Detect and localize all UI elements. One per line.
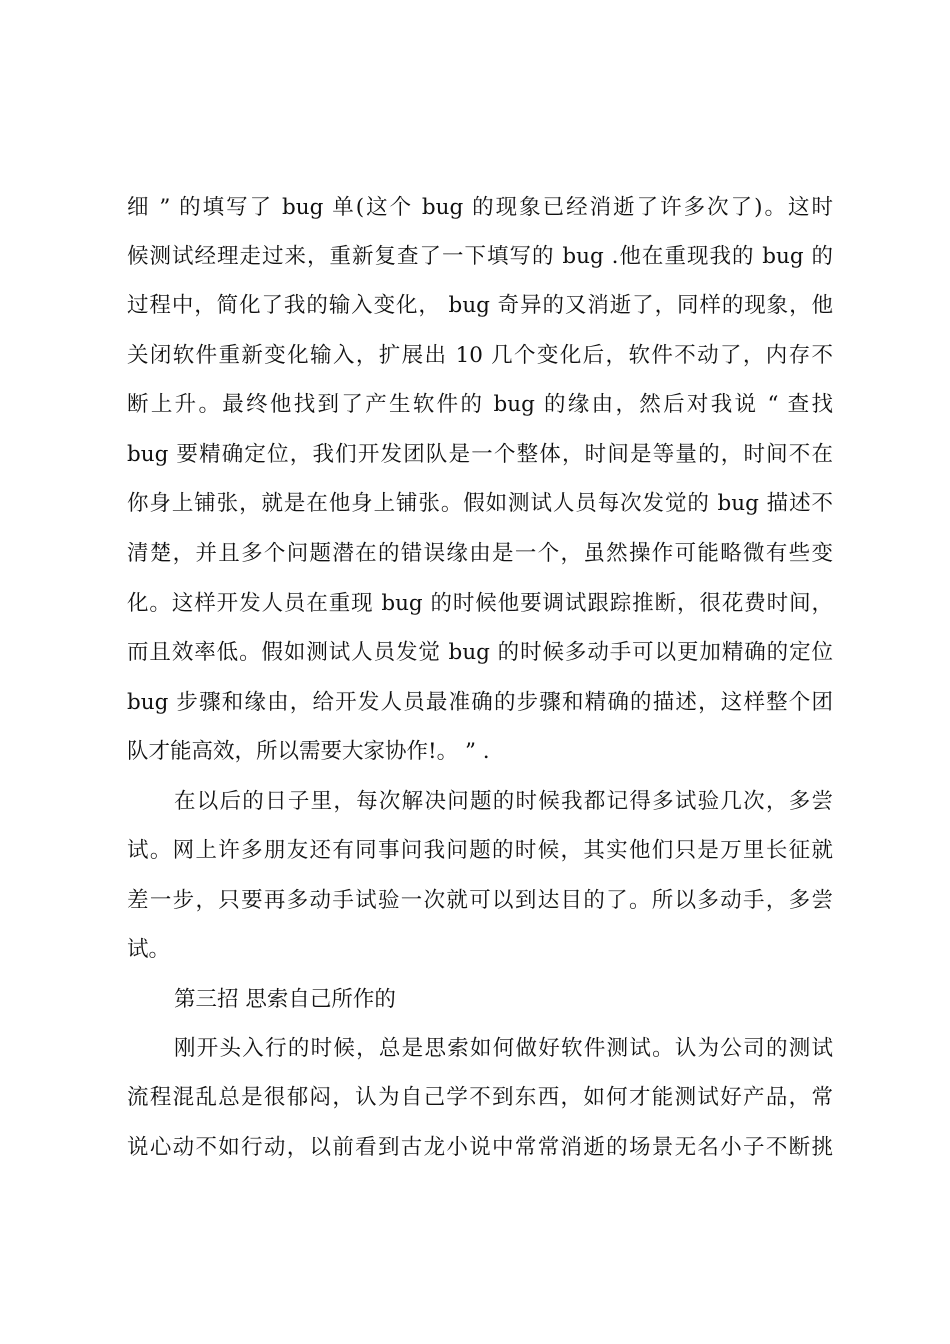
paragraph-first-line: 在以后的日子里，每次解决问题的时候我都记得多试验几次，多尝 (174, 789, 833, 814)
text-line: 清楚，并且多个问题潜在的错误缘由是一个，虽然操作可能略微有些变 (127, 541, 833, 566)
section-heading: 第三招 思索自己所作的 (174, 987, 396, 1012)
text-line: 队才能高效，所以需要大家协作!。 ” . (127, 739, 490, 764)
text-line: 化。这样开发人员在重现 bug 的时候他要调试跟踪推断，很花费时间， (127, 591, 833, 616)
text-line: 细 ” 的填写了 bug 单(这个 bug 的现象已经消逝了许多次了)。这时 (127, 195, 833, 220)
text-line: 流程混乱总是很郁闷，认为自己学不到东西，如何才能测试好产品，常 (127, 1085, 833, 1110)
text-line: 而且效率低。假如测试人员发觉 bug 的时候多动手可以更加精确的定位 (127, 640, 833, 665)
text-line: 试。 (127, 937, 171, 962)
text-line: bug 要精确定位，我们开发团队是一个整体，时间是等量的，时间不在 (127, 442, 833, 467)
text-line: 过程中，简化了我的输入变化， bug 奇异的又消逝了，同样的现象，他 (127, 293, 833, 318)
text-line: 试。网上许多朋友还有同事问我问题的时候，其实他们只是万里长征就 (127, 838, 833, 863)
text-line: 关闭软件重新变化输入，扩展出 10 几个变化后，软件不动了，内存不 (127, 343, 833, 368)
text-line: 断上升。最终他找到了产生软件的 bug 的缘由，然后对我说 “ 查找 (127, 392, 833, 417)
text-line: 你身上铺张，就是在他身上铺张。假如测试人员每次发觉的 bug 描述不 (127, 491, 833, 516)
text-line: 差一步，只要再多动手试验一次就可以到达目的了。所以多动手，多尝 (127, 888, 833, 913)
text-line: 说心动不如行动，以前看到古龙小说中常常消逝的场景无名小子不断挑 (127, 1135, 833, 1160)
text-line: bug 步骤和缘由，给开发人员最准确的步骤和精确的描述，这样整个团 (127, 690, 833, 715)
text-line: 候测试经理走过来，重新复查了一下填写的 bug .他在重现我的 bug 的 (127, 244, 833, 269)
paragraph-first-line: 刚开头入行的时候，总是思索如何做好软件测试。认为公司的测试 (174, 1036, 833, 1061)
